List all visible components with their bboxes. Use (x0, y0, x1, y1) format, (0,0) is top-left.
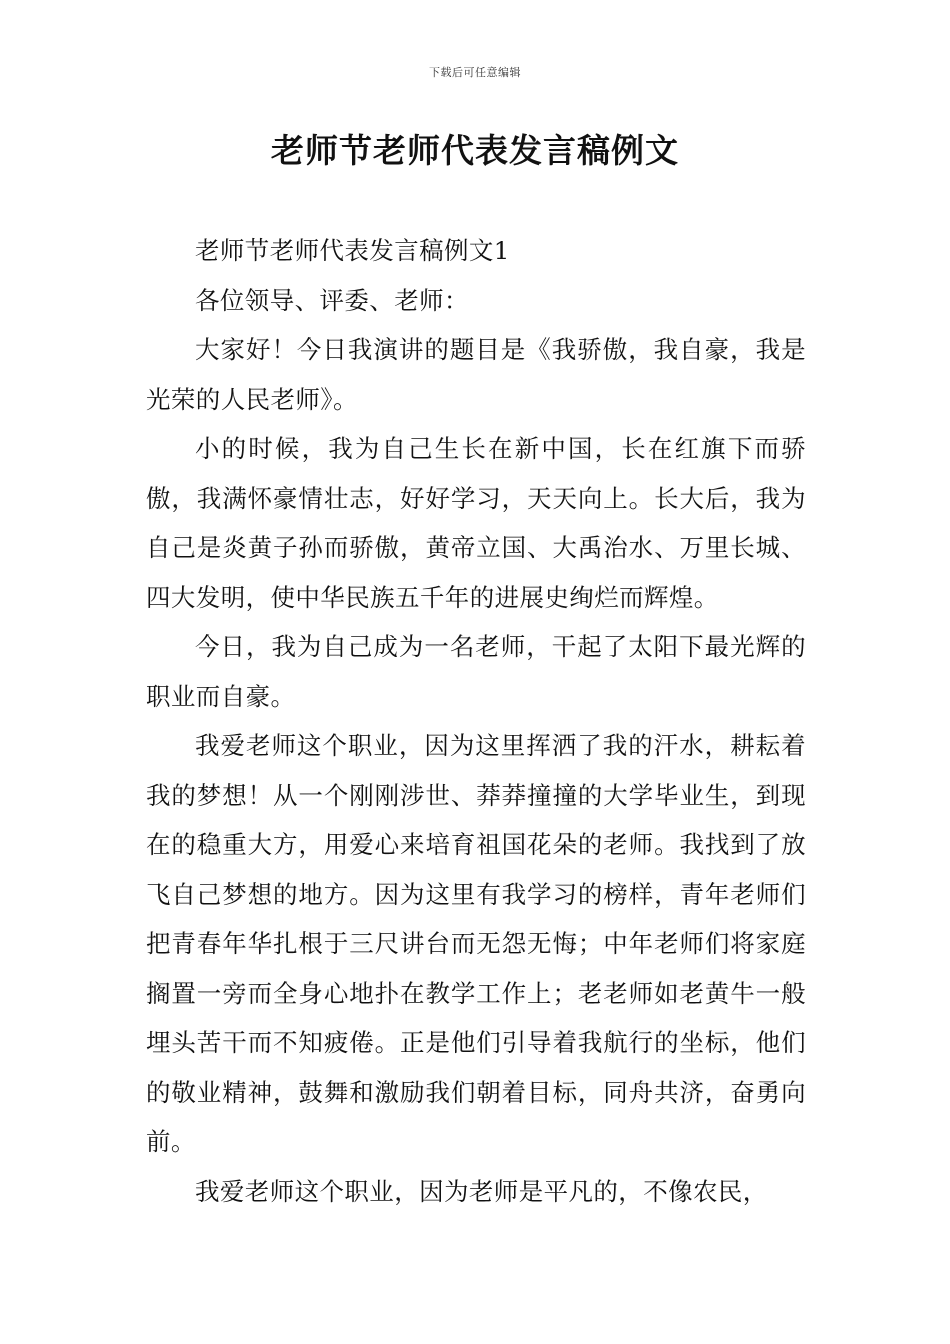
document-title: 老师节老师代表发言稿例文 (271, 131, 679, 170)
paragraph: 我爱老师这个职业，因为这里挥洒了我的汗水，耕耘着我的梦想！从一个刚刚涉世、莽莽撞撞的大学毕业生，到现在的稳重大方，用爱心来培育祖国花朵的老师。我找到了放飞自己梦想的地方。因为这里有我学习的榜样，青年老师们把青春年华扎根于三尺讲台而无怨无悔；中年老师们将家庭搁置一旁而全身心地扑在教学工作上；老老师如老黄牛一般埋头苦干而不知疲倦。正是他们引导着我航行的坐标，他们的敬业精神，鼓舞和激励我们朝着目标，同舟共济，奋勇向前。 (146, 731, 806, 1156)
paragraph: 小的时候，我为自己生长在新中国，长在红旗下而骄傲，我满怀豪情壮志，好好学习，天天向上。长大后，我为自己是炎黄子孙而骄傲，黄帝立国、大禹治水、万里长城、四大发明，使中华民族五千年的进展史绚烂而辉煌。 (146, 434, 806, 612)
paragraph: 大家好！今日我演讲的题目是《我骄傲，我自豪，我是光荣的人民老师》。 (146, 335, 806, 414)
paragraph: 今日，我为自己成为一名老师，干起了太阳下最光辉的职业而自豪。 (146, 632, 806, 711)
header-note: 下载后可任意编辑 (429, 66, 521, 79)
paragraph-salutation: 各位领导、评委、老师： (195, 285, 469, 315)
paragraph-subtitle: 老师节老师代表发言稿例文1 (195, 236, 510, 265)
document-body (146, 226, 806, 1216)
paragraph: 我爱老师这个职业，因为老师是平凡的，不像农民， (195, 1176, 768, 1206)
